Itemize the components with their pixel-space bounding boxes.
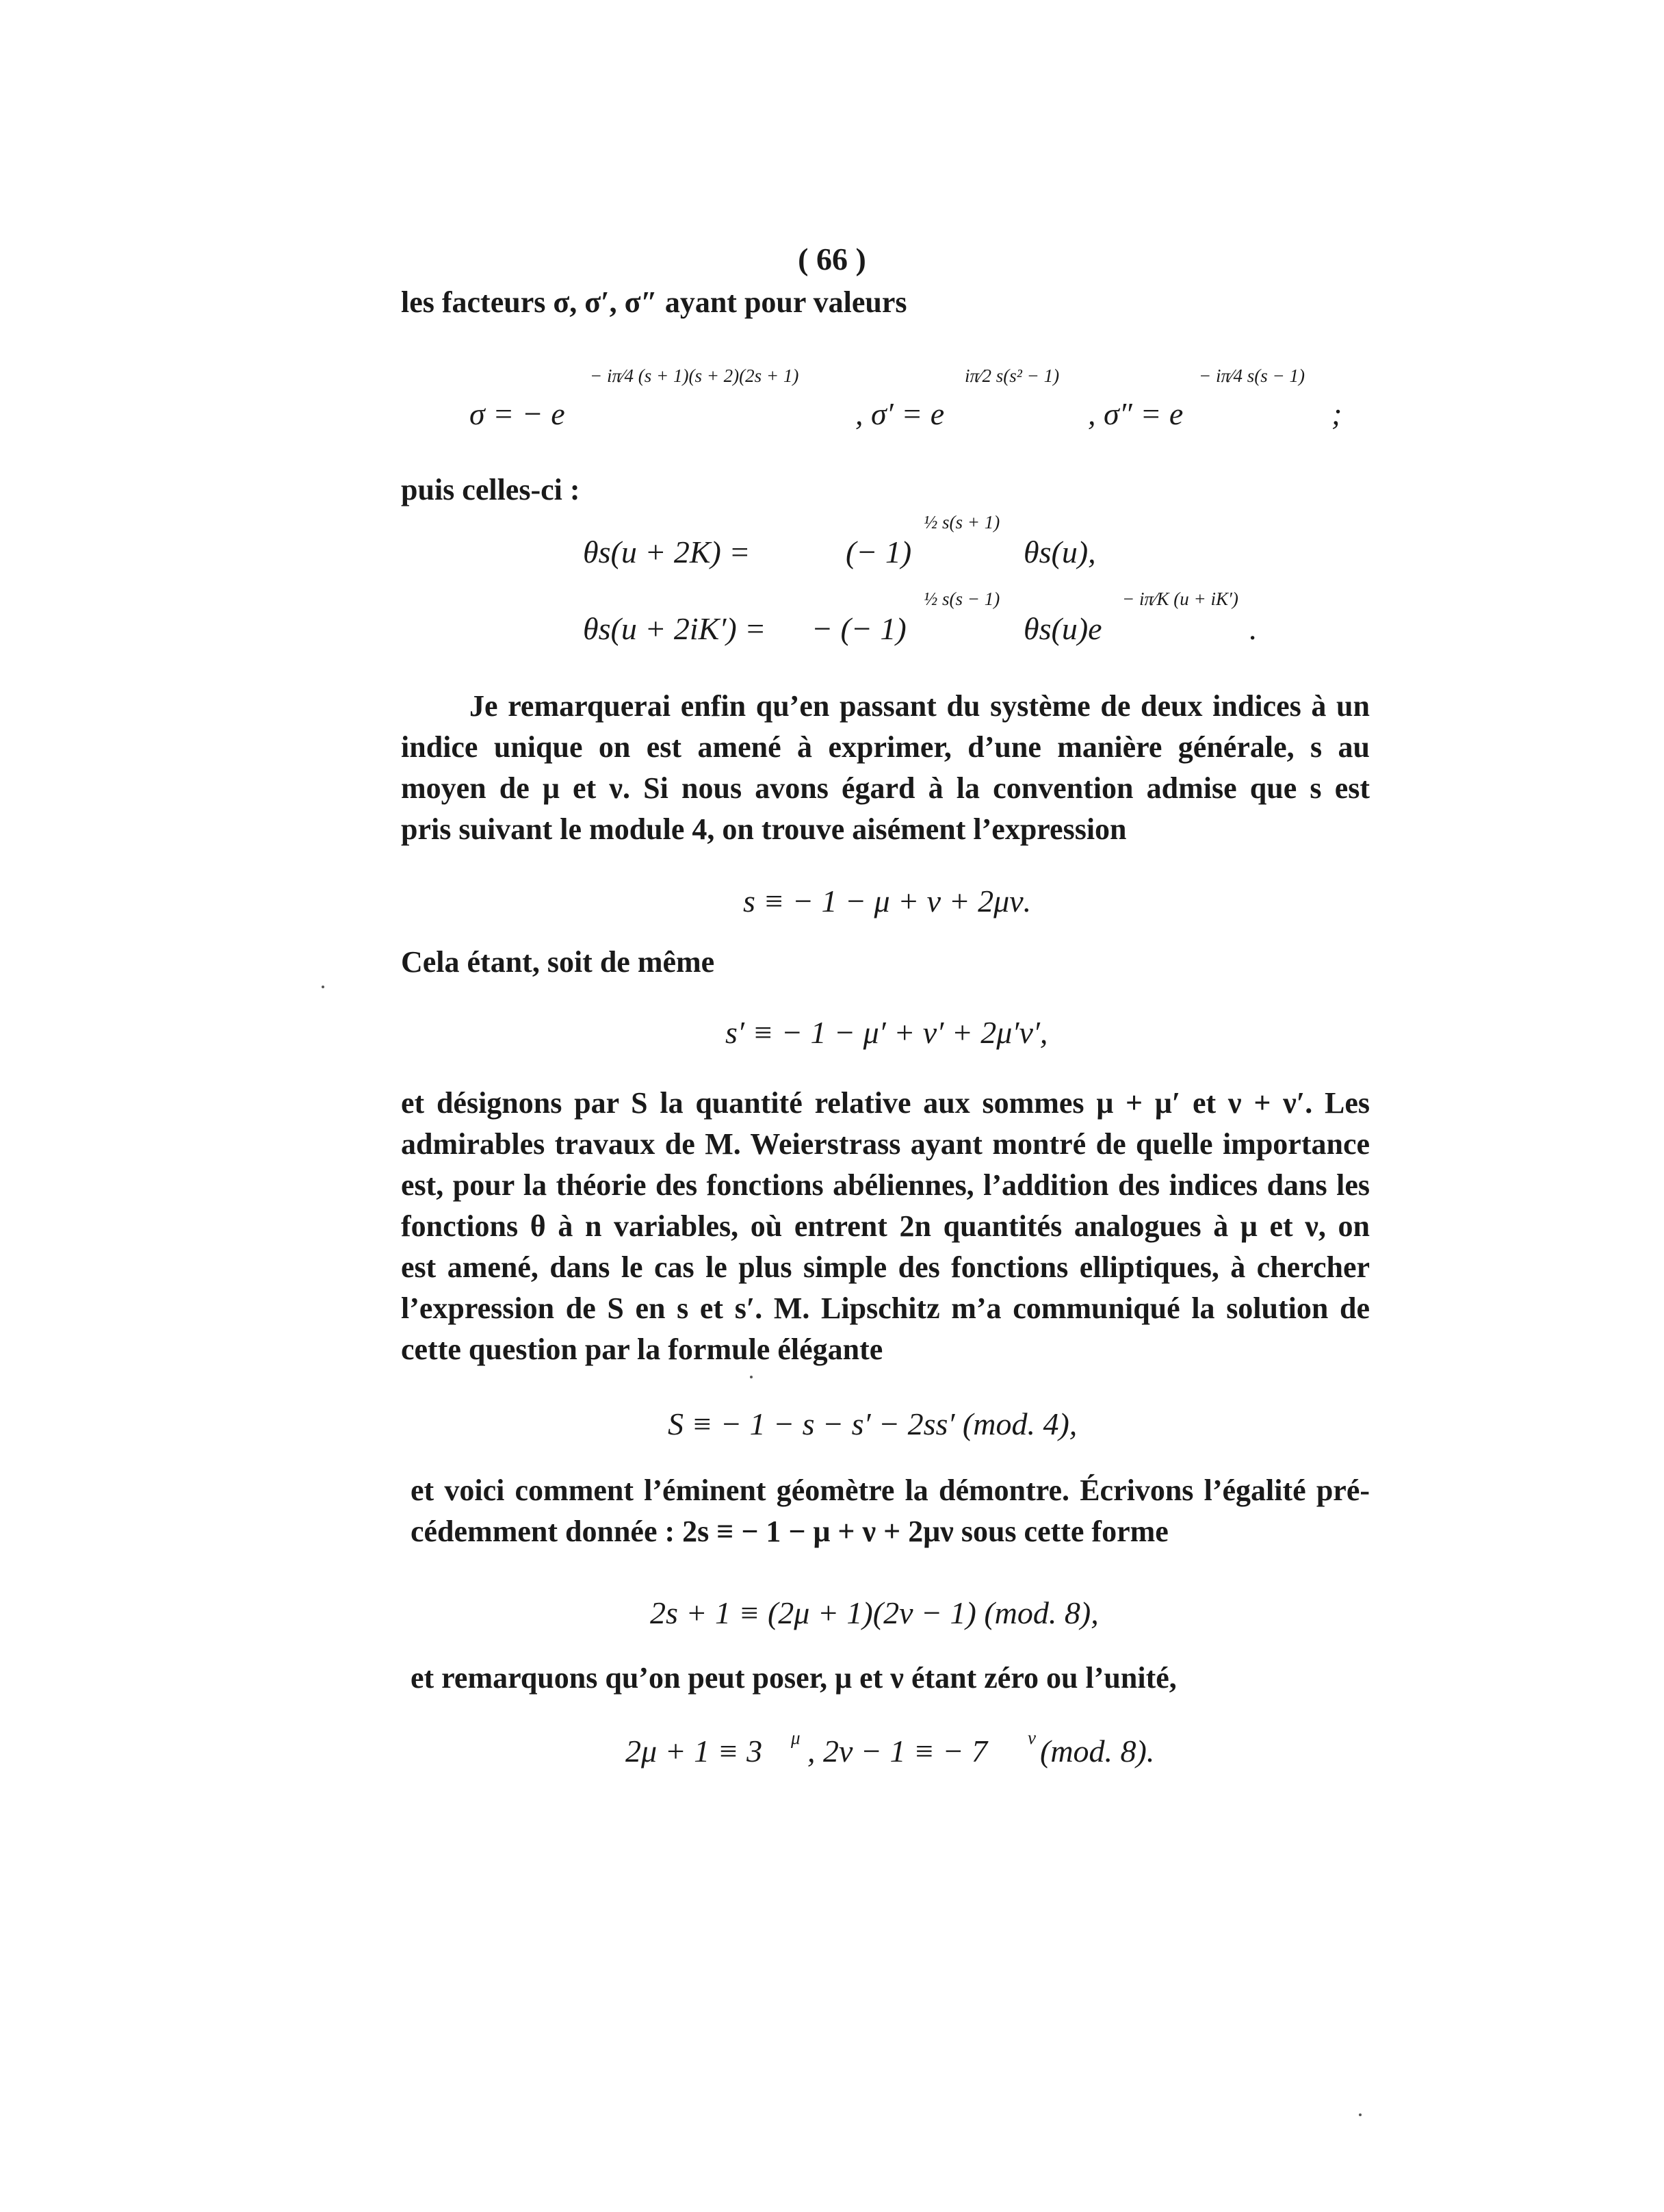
page-number: ( 66 ) <box>798 242 866 276</box>
scan-speck <box>750 1376 753 1378</box>
equation-s-prime: s′ ≡ − 1 − μ′ + ν′ + 2μ′ν′, <box>725 1015 1048 1050</box>
paragraph-3-line: et voici comment l’éminent géomètre la démontre. Écrivons l’égalité pré- <box>411 1474 1370 1507</box>
paragraph-2-line: l’expression de S en s et s′. M. Lipschitz m’a communiqué la solution de <box>401 1291 1370 1325</box>
remark-line: et remarquons qu’on peut poser, μ et ν étant zéro ou l’unité, <box>411 1661 1177 1695</box>
final-part-2-exponent: ν <box>1028 1727 1036 1748</box>
final-part-2: , 2ν − 1 ≡ − 7 <box>807 1734 988 1769</box>
theta2-lhs: θs(u + 2iK′) = <box>583 611 766 646</box>
paragraph-2-line: est, pour la théorie des fonctions abéliennes, l’addition des indices dans les <box>401 1168 1370 1202</box>
theta2-end: . <box>1249 611 1258 646</box>
final-part-3: (mod. 8). <box>1040 1734 1155 1769</box>
theta2-rhs-base: − (− 1) <box>811 611 907 646</box>
sigma-second-exponent: − iπ⁄4 s(s − 1) <box>1199 365 1305 386</box>
final-part-1-exponent: μ <box>791 1727 801 1748</box>
theta1-rhs-exponent: ½ s(s + 1) <box>924 512 1000 532</box>
paragraph-3-line: cédemment donnée : 2s ≡ − 1 − μ + ν + 2μν sous cette forme <box>411 1515 1169 1548</box>
equation-s: s ≡ − 1 − μ + ν + 2μν. <box>743 884 1032 918</box>
paragraph-2-line: et désignons par S la quantité relative aux sommes μ + μ′ et ν + ν′. Les <box>401 1086 1370 1120</box>
paragraph-1-line: pris suivant le module 4, on trouve aisément l’expression <box>401 812 1127 846</box>
theta2-rhs-tail: θs(u)e <box>1024 611 1102 646</box>
intro-line: les facteurs σ, σ′, σ″ ayant pour valeurs <box>401 285 907 319</box>
paragraph-2-line: cette question par la formule élégante <box>401 1333 883 1366</box>
sigma-exponent: − iπ⁄4 (s + 1)(s + 2)(2s + 1) <box>590 365 799 386</box>
equation-S: S ≡ − 1 − s − s′ − 2ss′ (mod. 4), <box>668 1406 1078 1441</box>
sigma-prime-main: , σ′ = e <box>855 396 945 431</box>
paragraph-1-line: indice unique on est amené à exprimer, d’une manière générale, s au <box>401 730 1370 764</box>
theta1-rhs-base: (− 1) <box>846 535 912 569</box>
theta1-rhs-tail: θs(u), <box>1024 535 1096 569</box>
equation-mod-8: 2s + 1 ≡ (2μ + 1)(2ν − 1) (mod. 8), <box>650 1595 1099 1630</box>
theta2-tail-exponent: − iπ⁄K (u + iK′) <box>1122 589 1238 609</box>
sigma-end: ; <box>1331 396 1342 431</box>
paragraph-2-line: admirables travaux de M. Weierstrass ayant montré de quelle importance <box>401 1127 1370 1161</box>
final-part-1: 2μ + 1 ≡ 3 <box>625 1734 763 1769</box>
theta1-lhs: θs(u + 2K) = <box>583 535 751 569</box>
paragraph-1-line: Je remarquerai enfin qu’en passant du système de deux indices à un <box>469 689 1370 723</box>
sigma-second-main: , σ″ = e <box>1088 396 1184 431</box>
scan-speck <box>1359 2113 1362 2116</box>
cela-line: Cela étant, soit de même <box>401 945 715 979</box>
sigma-prime-exponent: iπ⁄2 s(s² − 1) <box>965 365 1060 386</box>
theta2-rhs-exponent: ½ s(s − 1) <box>924 589 1000 609</box>
paragraph-2-line: fonctions θ à n variables, où entrent 2n quantités analogues à μ et ν, on <box>401 1209 1370 1243</box>
paragraph-2-line: est amené, dans le cas le plus simple des fonctions elliptiques, à chercher <box>401 1250 1370 1284</box>
sigma-main: σ = − e <box>469 396 565 431</box>
scan-speck <box>322 986 324 988</box>
puis-line: puis celles-ci : <box>401 473 580 506</box>
paragraph-1-line: moyen de μ et ν. Si nous avons égard à la convention admise que s est <box>401 771 1370 805</box>
